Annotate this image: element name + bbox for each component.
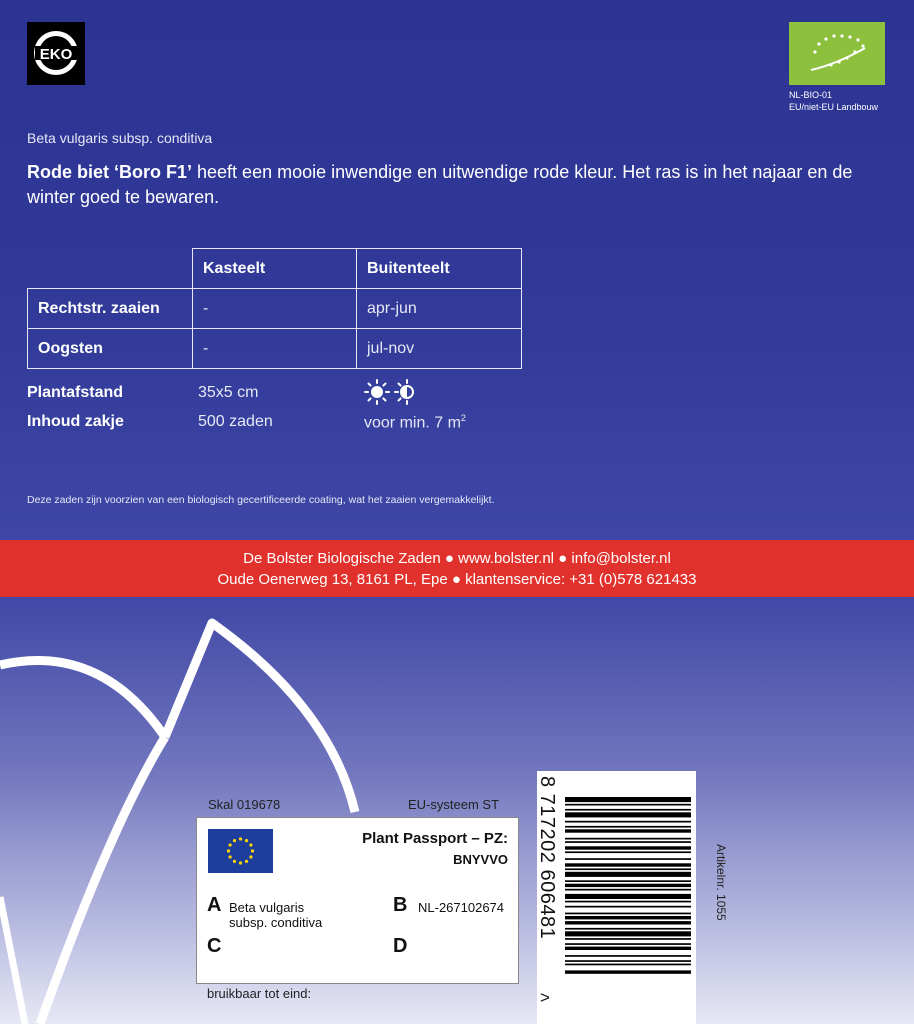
barcode-bar xyxy=(565,947,691,950)
barcode-bar xyxy=(565,884,691,887)
eu-organic-caption xyxy=(789,89,878,113)
field-a-value xyxy=(229,900,322,930)
product-description xyxy=(27,160,897,210)
full-sun-icon xyxy=(364,379,390,405)
field-c-letter: C xyxy=(207,935,222,957)
barcode-bar xyxy=(565,921,691,924)
cell-zaaien-buitenteelt: apr-jun xyxy=(357,289,522,329)
barcode-bar xyxy=(565,960,691,962)
barcode-bar xyxy=(565,863,691,866)
inhoud-label: Inhoud zakje xyxy=(27,413,124,430)
barcode-bars xyxy=(537,771,696,1024)
header-kasteelt: Kasteelt xyxy=(193,249,357,289)
barcode-bar xyxy=(565,872,691,877)
eu-organic-leaf-icon xyxy=(789,22,885,85)
eu-flag-icon xyxy=(208,829,273,873)
use-by-label: bruikbaar tot eind: xyxy=(207,986,312,1001)
sowing-table xyxy=(27,248,522,369)
cell-zaaien-kasteelt: - xyxy=(193,289,357,329)
area-prefix: voor min. 7 m xyxy=(364,414,461,432)
barcode-bar xyxy=(565,804,691,806)
row-label-oogsten: Oogsten xyxy=(28,329,193,369)
barcode-bar xyxy=(565,838,691,840)
barcode-bar xyxy=(565,943,691,945)
barcode-bar xyxy=(565,931,691,936)
product-name: Rode biet ‘Boro F1’ xyxy=(27,162,193,182)
eu-code: NL-BIO-01 xyxy=(789,90,833,100)
company-line-2: Oude Oenerweg 13, 8161 PL, Epe ● klantenservice: +31 (0)578 621433 xyxy=(217,571,697,588)
cell-oogsten-buitenteelt: jul-nov xyxy=(357,329,522,369)
passport-code: BNYVVO xyxy=(453,852,508,867)
row-label-zaaien: Rechtstr. zaaien xyxy=(28,289,193,329)
field-b-letter: B xyxy=(393,894,408,916)
barcode-digits: 8 717202 606481 xyxy=(536,776,558,940)
area-sup: 2 xyxy=(460,413,466,423)
company-line-1: De Bolster Biologische Zaden ● www.bolster.nl ● info@bolster.nl xyxy=(243,550,671,567)
article-number: Artikelnr. 1055 xyxy=(714,844,728,921)
cell-oogsten-kasteelt: - xyxy=(193,329,357,369)
barcode-bar xyxy=(565,812,691,817)
skal-number: Skal 019678 xyxy=(208,797,281,812)
table-corner xyxy=(28,249,193,289)
barcode-bar xyxy=(565,880,691,882)
half-shade-icon xyxy=(394,379,420,405)
barcode xyxy=(537,771,696,1024)
barcode-bar xyxy=(565,955,691,957)
table-row xyxy=(28,329,522,369)
barcode-bar xyxy=(565,851,691,853)
barcode-bar xyxy=(565,964,691,966)
barcode-bar xyxy=(565,826,691,828)
barcode-bar xyxy=(565,841,691,843)
barcode-bar xyxy=(565,809,691,811)
barcode-bar xyxy=(565,906,691,908)
barcode-bar xyxy=(565,938,691,940)
light-requirement xyxy=(364,379,420,405)
barcode-bar xyxy=(565,846,691,849)
field-a-line-2: subsp. conditiva xyxy=(229,915,323,930)
svg-text:EKO: EKO xyxy=(39,46,73,63)
product-description-text: heeft een mooie inwendige en uitwendige rode kleur. Het ras is in het najaar en de winter goed te bewaren. xyxy=(27,162,853,207)
barcode-bar xyxy=(565,928,691,930)
barcode-bar xyxy=(565,889,691,891)
header-buitenteelt: Buitenteelt xyxy=(357,249,522,289)
barcode-bar xyxy=(565,901,691,903)
plantafstand-value: 35x5 cm xyxy=(198,384,259,401)
barcode-bar xyxy=(565,797,691,802)
barcode-bar xyxy=(565,970,691,973)
barcode-bar xyxy=(565,868,691,870)
field-d-letter: D xyxy=(393,935,408,957)
barcode-bar xyxy=(565,913,691,915)
passport-title: Plant Passport – PZ: xyxy=(362,830,508,847)
eko-logo-icon xyxy=(27,22,85,85)
field-a-letter: A xyxy=(207,894,222,916)
company-info xyxy=(0,548,914,590)
barcode-bar xyxy=(565,829,691,832)
barcode-arrow: > xyxy=(540,988,550,1007)
plant-passport xyxy=(196,817,519,984)
area-value xyxy=(364,413,466,432)
field-a-line-1: Beta vulgaris xyxy=(229,900,305,915)
barcode-bar xyxy=(565,821,691,823)
inhoud-value: 500 zaden xyxy=(198,413,273,430)
table-row xyxy=(28,289,522,329)
plantafstand-label: Plantafstand xyxy=(27,384,124,401)
barcode-bar xyxy=(565,858,691,860)
coating-footnote: Deze zaden zijn voorzien van een biologisch gecertificeerde coating, wat het zaaien vergemakkelijkt. xyxy=(27,494,495,506)
table-header-row xyxy=(28,249,522,289)
field-b-value: NL-267102674 xyxy=(418,900,505,915)
species-name: Beta vulgaris subsp. conditiva xyxy=(27,130,213,146)
eu-system: EU-systeem ST xyxy=(408,797,500,812)
eu-origin: EU/niet-EU Landbouw xyxy=(789,102,879,112)
barcode-bar xyxy=(565,916,691,919)
barcode-bar xyxy=(565,894,691,899)
